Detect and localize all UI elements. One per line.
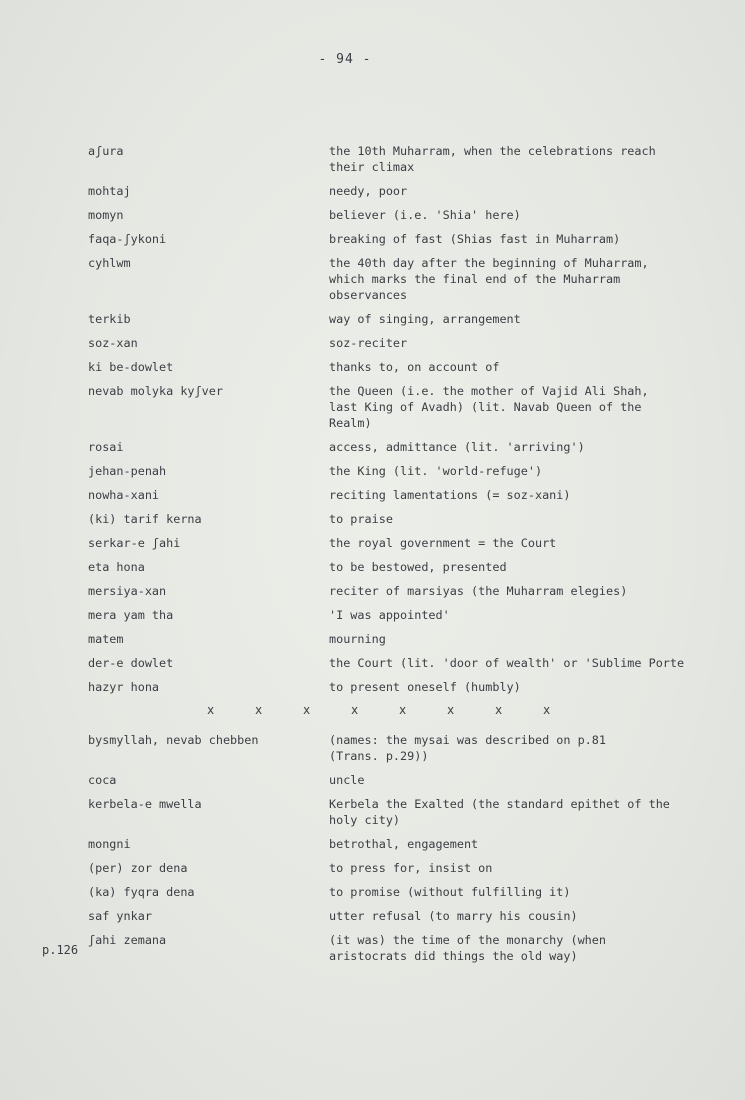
glossary-entry	[88, 559, 728, 575]
glossary-term: der-e dowlet	[88, 656, 174, 670]
glossary-entry	[88, 511, 728, 527]
glossary-entry	[88, 535, 728, 551]
glossary-term: ki be-dowlet	[88, 360, 174, 374]
glossary-term: eta hona	[88, 560, 145, 574]
glossary-entry	[88, 932, 728, 964]
glossary-gloss: uncle	[329, 773, 365, 787]
glossary-gloss: soz-reciter	[329, 336, 408, 350]
margin-page-reference: p.126	[42, 943, 79, 957]
glossary-term: matem	[88, 632, 124, 646]
glossary-section-b	[88, 732, 728, 964]
glossary-gloss: to praise	[329, 512, 393, 526]
glossary-term: nowha-xani	[88, 488, 160, 502]
glossary-entry	[88, 207, 728, 223]
glossary-entry	[88, 463, 728, 479]
glossary-gloss: the Queen (i.e. the mother of Vajid Ali Shah, last King of Avadh) (lit. Navab Queen of the Realm)	[329, 384, 649, 430]
glossary-entry	[88, 231, 728, 247]
glossary-term: faqa-ʃykoni	[88, 232, 167, 246]
glossary-section-a	[88, 143, 728, 695]
glossary-gloss: (names: the mysai was described on p.81 (Trans. p.29))	[329, 733, 606, 763]
glossary-term: bysmyllah, nevab chebben	[88, 733, 259, 747]
page-number: - 94 -	[318, 52, 372, 67]
glossary-term: nevab molyka kyʃver	[88, 384, 223, 398]
glossary-entry	[88, 836, 728, 852]
glossary-term: serkar-e ʃahi	[88, 536, 181, 550]
glossary-term: mongni	[88, 837, 131, 851]
glossary-gloss: Kerbela the Exalted (the standard epithet of the holy city)	[329, 797, 670, 827]
divider-mark: x	[303, 703, 311, 717]
glossary-gloss: breaking of fast (Shias fast in Muharram)	[329, 232, 621, 246]
section-divider	[88, 703, 728, 717]
glossary-entry	[88, 884, 728, 900]
glossary-term: cyhlwm	[88, 256, 131, 270]
glossary-gloss: access, admittance (lit. 'arriving')	[329, 440, 585, 454]
glossary-term: jehan-penah	[88, 464, 167, 478]
glossary-term: ʃahi zemana	[88, 933, 167, 947]
glossary-gloss: the 10th Muharram, when the celebrations reach their climax	[329, 144, 656, 174]
glossary-term: soz-xan	[88, 336, 138, 350]
glossary-gloss: betrothal, engagement	[329, 837, 479, 851]
glossary-gloss: needy, poor	[329, 184, 408, 198]
glossary-term: mersiya-xan	[88, 584, 167, 598]
glossary-gloss: to be bestowed, presented	[329, 560, 507, 574]
glossary-term: mohtaj	[88, 184, 131, 198]
divider-mark: x	[255, 703, 263, 717]
glossary-gloss: to promise (without fulfilling it)	[329, 885, 571, 899]
glossary-entry	[88, 183, 728, 199]
glossary-list	[88, 143, 728, 972]
glossary-entry	[88, 439, 728, 455]
glossary-gloss: reciter of marsiyas (the Muharram elegies)	[329, 584, 628, 598]
glossary-gloss: mourning	[329, 632, 386, 646]
divider-mark: x	[447, 703, 455, 717]
glossary-gloss: the 40th day after the beginning of Muharram, which marks the final end of the Muharram observances	[329, 256, 649, 302]
glossary-entry	[88, 772, 728, 788]
divider-mark: x	[399, 703, 407, 717]
glossary-entry	[88, 335, 728, 351]
glossary-gloss: reciting lamentations (= soz-xani)	[329, 488, 571, 502]
glossary-gloss: thanks to, on account of	[329, 360, 500, 374]
glossary-gloss: (it was) the time of the monarchy (when aristocrats did things the old way)	[329, 933, 606, 963]
glossary-entry	[88, 860, 728, 876]
glossary-entry	[88, 679, 728, 695]
glossary-gloss: the King (lit. 'world-refuge')	[329, 464, 543, 478]
glossary-term: aʃura	[88, 144, 124, 158]
glossary-gloss: to press for, insist on	[329, 861, 493, 875]
glossary-term: rosai	[88, 440, 124, 454]
glossary-entry	[88, 655, 728, 671]
glossary-gloss: utter refusal (to marry his cousin)	[329, 909, 578, 923]
divider-mark: x	[495, 703, 503, 717]
glossary-entry	[88, 732, 728, 764]
glossary-entry	[88, 796, 728, 828]
glossary-term: saf ynkar	[88, 909, 152, 923]
glossary-term: (ki) tarif kerna	[88, 512, 202, 526]
glossary-entry	[88, 583, 728, 599]
glossary-entry	[88, 311, 728, 327]
glossary-term: mera yam tha	[88, 608, 174, 622]
glossary-term: (ka) fyqra dena	[88, 885, 195, 899]
glossary-entry	[88, 607, 728, 623]
glossary-gloss: 'I was appointed'	[329, 608, 450, 622]
glossary-gloss: the royal government = the Court	[329, 536, 557, 550]
glossary-term: terkib	[88, 312, 131, 326]
glossary-entry	[88, 143, 728, 175]
divider-mark: x	[543, 703, 551, 717]
glossary-term: momyn	[88, 208, 124, 222]
glossary-gloss: the Court (lit. 'door of wealth' or 'Sublime Porte	[329, 656, 685, 670]
glossary-gloss: to present oneself (humbly)	[329, 680, 521, 694]
glossary-entry	[88, 255, 728, 303]
divider-mark: x	[207, 703, 215, 717]
glossary-entry	[88, 908, 728, 924]
glossary-entry	[88, 383, 728, 431]
glossary-entry	[88, 359, 728, 375]
glossary-entry	[88, 487, 728, 503]
divider-mark: x	[351, 703, 359, 717]
glossary-term: kerbela-e mwella	[88, 797, 202, 811]
glossary-term: coca	[88, 773, 117, 787]
glossary-gloss: believer (i.e. 'Shia' here)	[329, 208, 521, 222]
glossary-gloss: way of singing, arrangement	[329, 312, 521, 326]
glossary-term: hazyr hona	[88, 680, 160, 694]
glossary-entry	[88, 631, 728, 647]
glossary-term: (per) zor dena	[88, 861, 188, 875]
